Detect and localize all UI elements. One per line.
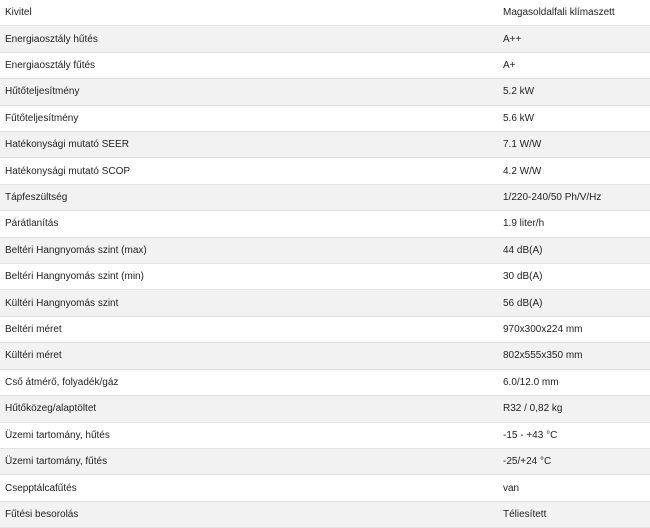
spec-value: 5.2 kW: [503, 79, 650, 105]
spec-value: R32 / 0,82 kg: [503, 396, 650, 422]
spec-value: Magasoldalfali klímaszett: [503, 0, 650, 26]
spec-label: Beltéri méret: [0, 316, 503, 342]
spec-value: 1/220-240/50 Ph/V/Hz: [503, 184, 650, 210]
spec-label: Energiaosztály fűtés: [0, 52, 503, 78]
table-row: [0, 396, 650, 422]
spec-value: -15 - +43 °C: [503, 422, 650, 448]
spec-value: 44 dB(A): [503, 237, 650, 263]
table-row: [0, 26, 650, 52]
table-row: [0, 343, 650, 369]
spec-value: 4.2 W/W: [503, 158, 650, 184]
spec-value: 30 dB(A): [503, 264, 650, 290]
table-row: [0, 158, 650, 184]
spec-label: Hatékonysági mutató SCOP: [0, 158, 503, 184]
spec-value: 5.6 kW: [503, 105, 650, 131]
spec-label: Csepptálcafűtés: [0, 475, 503, 501]
table-row: [0, 422, 650, 448]
spec-value: 802x555x350 mm: [503, 343, 650, 369]
spec-label: Üzemi tartomány, hűtés: [0, 422, 503, 448]
spec-label: Beltéri Hangnyomás szint (min): [0, 264, 503, 290]
table-row: [0, 132, 650, 158]
table-row: [0, 448, 650, 474]
spec-label: Párátlanítás: [0, 211, 503, 237]
table-row: [0, 316, 650, 342]
table-row: [0, 0, 650, 26]
table-row: [0, 237, 650, 263]
spec-label: Hűtőközeg/alaptöltet: [0, 396, 503, 422]
spec-value: A++: [503, 26, 650, 52]
spec-value: 7.1 W/W: [503, 132, 650, 158]
spec-label: Üzemi tartomány, fűtés: [0, 448, 503, 474]
spec-label: Fűtőteljesítmény: [0, 105, 503, 131]
spec-label: Hatékonysági mutató SEER: [0, 132, 503, 158]
spec-label: Beltéri Hangnyomás szint (max): [0, 237, 503, 263]
spec-label: Hűtőteljesítmény: [0, 79, 503, 105]
spec-label: Kivitel: [0, 0, 503, 26]
spec-label: Energiaosztály hűtés: [0, 26, 503, 52]
table-row: [0, 264, 650, 290]
table-row: [0, 369, 650, 395]
spec-label: Fűtési besorolás: [0, 501, 503, 527]
table-row: [0, 475, 650, 501]
spec-label: Tápfeszültség: [0, 184, 503, 210]
spec-label: Kültéri Hangnyomás szint: [0, 290, 503, 316]
table-row: [0, 105, 650, 131]
spec-value: -25/+24 °C: [503, 448, 650, 474]
spec-value: 970x300x224 mm: [503, 316, 650, 342]
spec-value: 56 dB(A): [503, 290, 650, 316]
spec-label: Kültéri méret: [0, 343, 503, 369]
table-row: [0, 52, 650, 78]
spec-value: Téliesített: [503, 501, 650, 527]
spec-value: A+: [503, 52, 650, 78]
table-row: [0, 184, 650, 210]
table-row: [0, 290, 650, 316]
table-row: [0, 211, 650, 237]
spec-label: Cső átmérő, folyadék/gáz: [0, 369, 503, 395]
table-row: [0, 501, 650, 527]
spec-value: van: [503, 475, 650, 501]
table-row: [0, 79, 650, 105]
spec-value: 1.9 liter/h: [503, 211, 650, 237]
spec-value: 6.0/12.0 mm: [503, 369, 650, 395]
